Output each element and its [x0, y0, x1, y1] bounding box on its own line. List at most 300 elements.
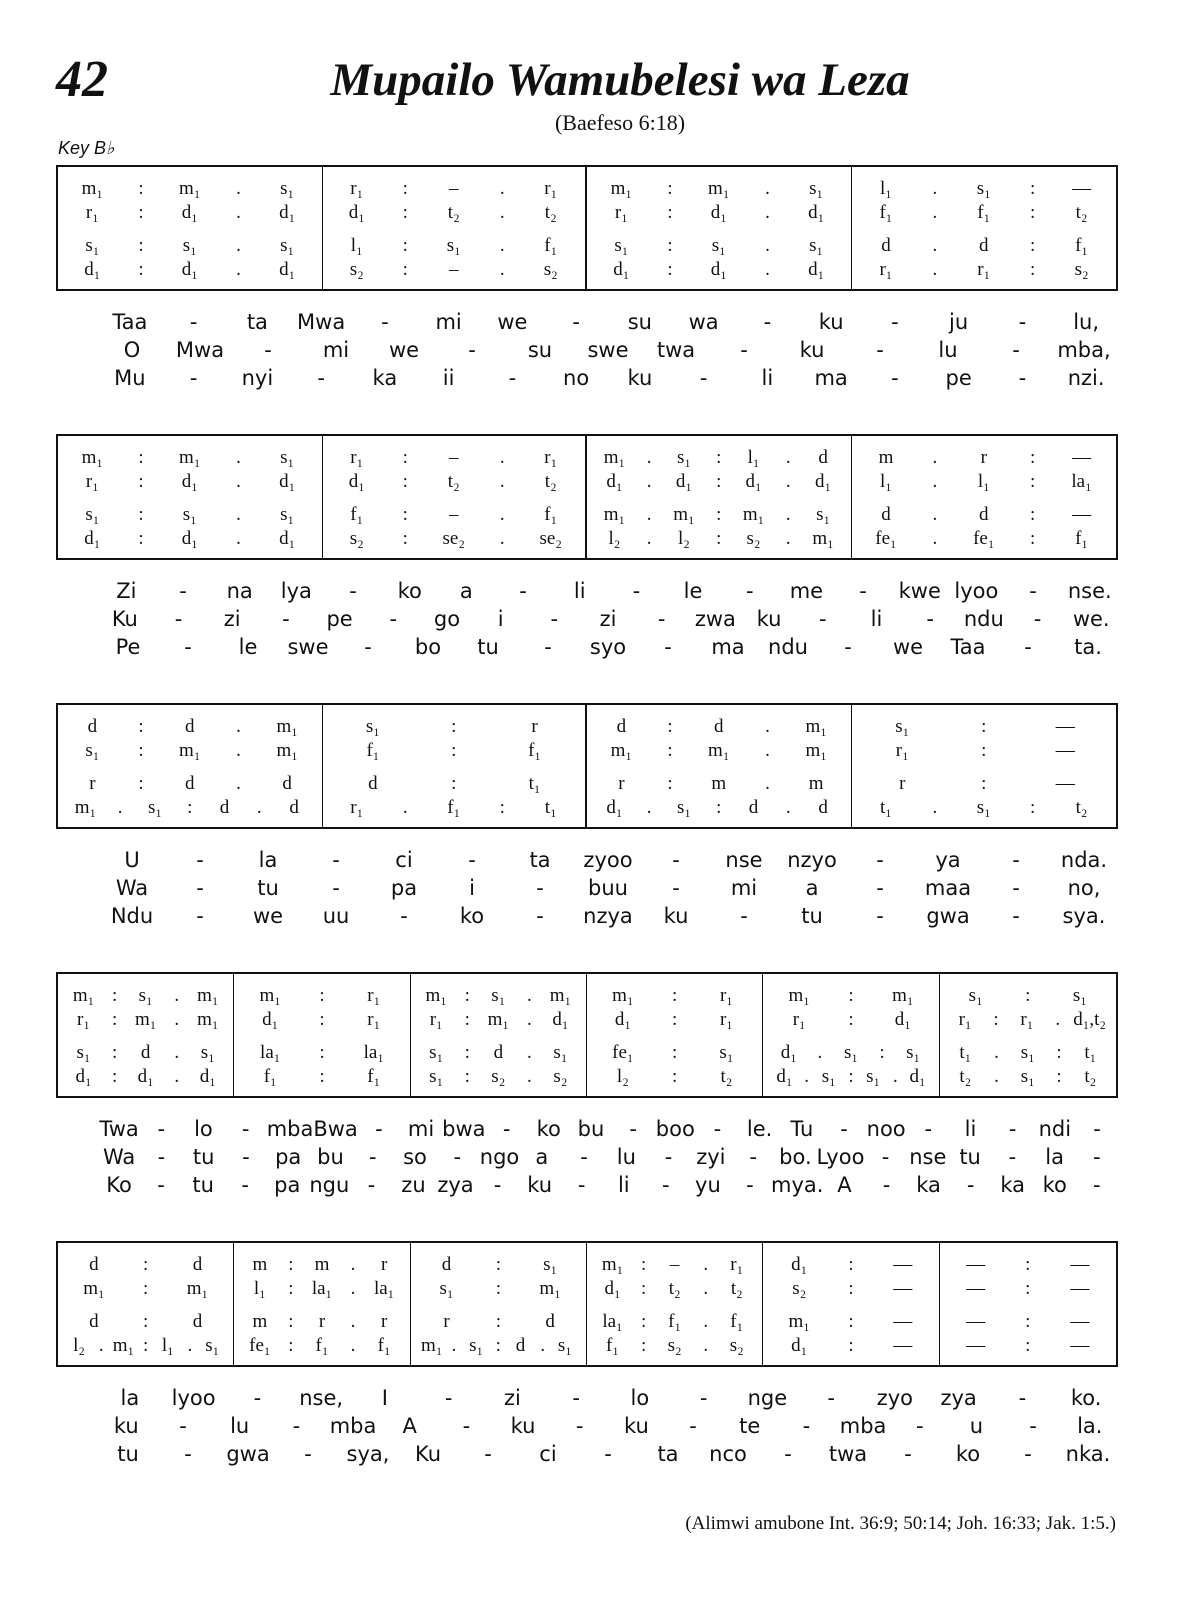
notation-row: [587, 715, 851, 739]
note-token: r: [380, 1254, 388, 1275]
lyric-syllable: -: [1093, 1117, 1101, 1141]
staff-system: [56, 165, 1118, 291]
note-token: s₁: [719, 1042, 734, 1063]
note-token: .: [785, 528, 791, 549]
measure: [852, 705, 1117, 827]
lyric-syllable: lo: [194, 1117, 213, 1141]
note-token: d₁: [894, 1009, 911, 1030]
lyric-syllable: ko: [536, 1117, 561, 1141]
lyric-syllable: -: [157, 1117, 166, 1141]
notation-row: [587, 177, 851, 201]
note-token: m₁: [603, 447, 626, 468]
note-token: :: [288, 1254, 294, 1275]
note-token: r: [618, 773, 625, 794]
notation-row: [323, 177, 586, 201]
lyric-syllable: nse: [909, 1145, 947, 1169]
note-token: d₁: [279, 471, 296, 492]
note-token: .: [932, 259, 938, 280]
note-token: .: [499, 528, 505, 549]
lyric-syllable: -: [196, 876, 204, 900]
lyric-syllable: buu: [588, 876, 628, 900]
note-token: r₁: [730, 1254, 744, 1275]
lyric-syllable: ndu: [963, 607, 1004, 631]
note-token: m₁: [708, 178, 730, 199]
lyric-syllable: me: [789, 579, 824, 603]
note-token: t₁: [959, 1042, 972, 1063]
lyric-syllable: -: [1029, 579, 1037, 603]
note-token: d: [282, 773, 292, 794]
note-token: :: [499, 797, 505, 818]
lyric-syllable: -: [536, 904, 544, 928]
note-token: f₁: [544, 235, 558, 256]
note-token: t₁: [1084, 1042, 1097, 1063]
note-token: .: [785, 471, 791, 492]
lyric-syllable: lyoo: [171, 1386, 216, 1410]
note-token: l₁: [747, 447, 760, 468]
note-token: d₁: [606, 797, 623, 818]
note-token: m₁: [72, 985, 95, 1006]
note-token: s₁: [365, 716, 380, 737]
note-token: d: [545, 1311, 555, 1332]
note-token: —: [893, 1254, 913, 1275]
note-token: s₁: [1020, 1042, 1035, 1063]
notation-row: [58, 984, 233, 1008]
lyric-syllable: -: [632, 579, 641, 603]
note-token: :: [667, 773, 673, 794]
note-token: m₁: [74, 797, 97, 818]
lyric-syllable: ndu: [768, 635, 808, 659]
note-token: d: [140, 1042, 151, 1063]
note-token: :: [848, 1009, 854, 1030]
note-token: t₂: [544, 202, 557, 223]
note-token: m₁: [708, 740, 730, 761]
note-token: .: [765, 773, 770, 794]
lyric-syllable: wa: [688, 310, 719, 334]
lyric-syllable: Mwa: [175, 338, 225, 362]
lyric-syllable: bu: [317, 1145, 344, 1169]
note-token: r₁: [792, 1009, 806, 1030]
note-token: d: [89, 1311, 99, 1332]
lyric-syllable: -: [876, 876, 884, 900]
note-token: m: [711, 773, 727, 794]
note-token: s₁: [976, 178, 991, 199]
note-token: .: [236, 528, 241, 549]
note-token: m₁: [276, 716, 298, 737]
lyric-syllable: nzya: [583, 904, 633, 928]
note-token: .: [785, 447, 791, 468]
lyric-syllable: -: [444, 1386, 453, 1410]
lyric-syllable: tu: [192, 1145, 215, 1169]
lyric-syllable: tu: [477, 635, 499, 659]
note-token: m₁: [186, 1278, 209, 1299]
lyric-syllable: -: [536, 876, 544, 900]
note-token: :: [640, 1278, 647, 1299]
lyric-syllable: Taa: [112, 310, 148, 334]
note-token: d: [881, 235, 891, 256]
note-token: .: [765, 235, 770, 256]
note-token: t₂: [447, 471, 460, 492]
note-token: m₁: [197, 985, 219, 1006]
lyric-syllable: gwa: [926, 904, 970, 928]
note-token: .: [236, 773, 241, 794]
notation-row: [234, 1334, 409, 1358]
notation-row: [58, 201, 322, 225]
note-token: s₁: [200, 1042, 215, 1063]
notation-row: [763, 1334, 938, 1358]
lyric-syllable: mi: [407, 1117, 435, 1141]
note-token: :: [464, 985, 470, 1006]
note-token: s₂: [491, 1066, 506, 1087]
notation-row: [587, 1277, 762, 1301]
notation-row: [852, 177, 1117, 201]
lyric-syllable: we: [252, 904, 284, 928]
measure: [58, 1243, 234, 1365]
note-token: s₁: [816, 504, 831, 525]
staff-system: [56, 703, 1118, 829]
lyrics-block: [56, 1115, 1118, 1199]
note-token: m₁: [179, 740, 201, 761]
lyric-syllable: -: [502, 1117, 511, 1141]
note-token: se₂: [442, 528, 465, 549]
note-token: d₁: [808, 202, 825, 223]
note-token: l₂: [616, 1066, 629, 1087]
note-token: d₁: [710, 259, 727, 280]
lyric-line: [56, 1171, 1118, 1199]
note-token: d: [515, 1335, 526, 1356]
lyric-syllable: -: [253, 1386, 262, 1410]
lyric-syllable: -: [375, 1117, 383, 1141]
note-token: :: [402, 235, 408, 256]
note-token: .: [703, 1278, 709, 1299]
lyric-syllable: -: [876, 848, 884, 872]
note-token: m₁: [805, 740, 827, 761]
note-token: d₁: [181, 259, 198, 280]
notation-row: [587, 1334, 762, 1358]
note-token: :: [667, 235, 673, 256]
note-token: m₁: [276, 740, 298, 761]
note-token: .: [785, 797, 791, 818]
lyric-syllable: -: [904, 1442, 912, 1466]
notation-row: [852, 527, 1117, 551]
note-token: :: [138, 716, 144, 737]
note-token: :: [993, 1009, 999, 1030]
note-token: d: [748, 797, 759, 818]
note-token: .: [98, 1335, 104, 1356]
note-token: d: [493, 1042, 504, 1063]
lyric-syllable: -: [662, 1173, 670, 1197]
notation-row: [323, 470, 586, 494]
lyric-syllable: nco: [709, 1442, 747, 1466]
note-token: s₂: [553, 1066, 568, 1087]
lyric-syllable: sya.: [1062, 904, 1106, 928]
notation-row: [587, 1065, 762, 1089]
note-token: s₁: [429, 1042, 444, 1063]
note-token: m: [314, 1254, 330, 1275]
note-token: m₁: [549, 985, 572, 1006]
notation-row: [323, 527, 586, 551]
lyric-syllable: -: [840, 1117, 848, 1141]
lyric-syllable: mba: [329, 1414, 377, 1438]
notation-row: [587, 446, 851, 470]
note-token: :: [667, 716, 673, 737]
lyric-syllable: -: [1093, 1173, 1101, 1197]
note-token: .: [499, 202, 505, 223]
lyric-syllable: -: [749, 1145, 757, 1169]
note-token: f₁: [730, 1311, 744, 1332]
note-token: d₁: [613, 259, 630, 280]
lyric-syllable: -: [462, 1414, 471, 1438]
note-token: .: [236, 235, 241, 256]
note-token: :: [1025, 1278, 1031, 1299]
notation-row: [852, 258, 1117, 282]
note-token: s₂: [729, 1335, 744, 1356]
note-token: d: [87, 716, 98, 737]
lyric-syllable: gwa: [226, 1442, 270, 1466]
lyric-syllable: ka: [1000, 1173, 1026, 1197]
note-token: —: [1070, 1278, 1090, 1299]
lyric-syllable: a: [805, 876, 819, 900]
note-token: .: [236, 716, 241, 737]
notation-row: [763, 984, 938, 1008]
note-token: f₁: [377, 1335, 391, 1356]
note-token: d₁: [745, 471, 762, 492]
lyric-syllable: twa: [656, 338, 696, 362]
notation-row: [58, 503, 322, 527]
lyric-syllable: -: [544, 635, 552, 659]
notation-row: [587, 1041, 762, 1065]
note-token: s₁: [439, 1278, 454, 1299]
note-token: t₂: [544, 471, 557, 492]
measure: [852, 167, 1117, 289]
note-token: —: [1055, 773, 1075, 794]
staff-system: [56, 1241, 1118, 1367]
lyric-syllable: ya: [935, 848, 961, 872]
note-token: m₁: [487, 1009, 510, 1030]
note-token: :: [672, 1066, 678, 1087]
lyric-syllable: ci: [395, 848, 413, 872]
lyric-syllable: zwa: [694, 607, 736, 631]
note-token: :: [716, 528, 722, 549]
note-token: r₁: [429, 1009, 443, 1030]
note-token: l₂: [608, 528, 621, 549]
lyric-syllable: la.: [1077, 1414, 1103, 1438]
lyric-syllable: O: [123, 338, 141, 362]
lyrics-block: [56, 846, 1118, 930]
note-token: :: [464, 1009, 470, 1030]
song-title: Mupailo Wamubelesi wa Leza: [330, 54, 910, 106]
lyric-syllable: -: [364, 635, 372, 659]
note-token: :: [640, 1254, 647, 1275]
measure: [58, 436, 323, 558]
lyric-syllable: -: [389, 607, 398, 631]
notation-row: [323, 739, 586, 763]
lyric-syllable: mi: [322, 338, 350, 362]
lyric-syllable: nse.: [1067, 579, 1112, 603]
note-token: .: [350, 1335, 356, 1356]
lyric-syllable: zi: [599, 607, 617, 631]
note-token: s₂: [349, 259, 364, 280]
lyrics-block: [56, 308, 1118, 392]
lyric-line: [56, 874, 1118, 902]
lyric-line: [56, 605, 1118, 633]
notation-row: [763, 1277, 938, 1301]
note-token: m₁: [601, 1254, 624, 1275]
lyric-syllable: -: [672, 876, 680, 900]
lyric-syllable: pa: [390, 876, 418, 900]
note-token: :: [402, 504, 408, 525]
note-token: m₁: [610, 178, 633, 199]
note-token: —: [966, 1311, 986, 1332]
lyric-syllable: Pe: [115, 635, 141, 659]
note-token: r₁: [85, 202, 99, 223]
note-token: m: [808, 773, 824, 794]
note-token: s₁: [557, 1335, 572, 1356]
lyric-syllable: Tu: [790, 1117, 814, 1141]
note-token: –: [449, 504, 459, 525]
notation-row: [587, 503, 851, 527]
lyric-syllable: li: [761, 366, 774, 390]
lyric-syllable: ju: [949, 310, 969, 334]
lyric-syllable: -: [672, 848, 680, 872]
notation-row: [587, 527, 851, 551]
lyric-syllable: ku: [527, 1173, 553, 1197]
lyric-syllable: ko: [397, 579, 422, 603]
note-token: d₁: [552, 1009, 569, 1030]
note-token: :: [1030, 528, 1036, 549]
notation-row: [58, 470, 322, 494]
note-token: s₂: [349, 528, 364, 549]
notation-row: [852, 739, 1117, 763]
notation-row: [587, 772, 851, 796]
lyric-syllable: ku: [663, 904, 689, 928]
note-token: t₁: [880, 797, 892, 818]
lyric-syllable: -: [740, 904, 748, 928]
note-token: f₁: [350, 504, 364, 525]
measure: [323, 167, 588, 289]
note-token: d₁: [710, 202, 727, 223]
note-token: —: [966, 1278, 986, 1299]
lyric-syllable: Bwa: [313, 1117, 358, 1141]
note-token: —: [1070, 1335, 1090, 1356]
lyric-syllable: -: [1024, 1442, 1032, 1466]
note-token: —: [1072, 504, 1092, 525]
notation-row: [323, 772, 586, 796]
note-token: f₁: [1075, 528, 1089, 549]
note-token: :: [138, 504, 144, 525]
note-token: .: [527, 1066, 532, 1087]
lyric-syllable: nka.: [1065, 1442, 1111, 1466]
lyric-syllable: nda.: [1060, 848, 1108, 872]
note-token: m₁: [259, 985, 281, 1006]
lyric-syllable: zyoo: [583, 848, 633, 872]
note-token: .: [402, 797, 408, 818]
notation-row: [58, 796, 322, 820]
lyric-syllable: pa: [275, 1145, 302, 1169]
lyric-syllable: -: [317, 366, 325, 390]
note-token: .: [499, 471, 505, 492]
lyric-syllable: lya: [280, 579, 312, 603]
lyric-line: [56, 1115, 1118, 1143]
note-token: f₁: [977, 202, 991, 223]
note-token: .: [765, 716, 770, 737]
note-token: d₁: [348, 471, 365, 492]
measure: [58, 974, 234, 1096]
note-token: .: [932, 528, 938, 549]
lyric-syllable: no,: [1067, 876, 1101, 900]
note-token: s₁: [711, 235, 726, 256]
notation-row: [411, 984, 586, 1008]
note-token: m₁: [612, 985, 634, 1006]
lyric-syllable: -: [196, 848, 204, 872]
note-token: d: [818, 797, 828, 818]
note-token: s₁: [976, 797, 991, 818]
note-token: f₁: [606, 1335, 619, 1356]
lyric-line: [56, 364, 1118, 392]
note-token: :: [143, 1335, 149, 1356]
note-token: .: [646, 528, 652, 549]
notation-row: [234, 1065, 409, 1089]
lyric-syllable: -: [784, 1442, 792, 1466]
measure: [58, 705, 323, 827]
lyric-syllable: kwe: [898, 579, 941, 603]
note-token: s₁: [280, 504, 295, 525]
note-token: :: [495, 1278, 501, 1299]
lyric-syllable: -: [368, 1145, 377, 1169]
lyrics-block: [56, 1384, 1118, 1468]
note-token: s₁: [866, 1066, 881, 1087]
note-token: :: [667, 740, 673, 761]
note-token: m₁: [892, 985, 914, 1006]
lyric-syllable: ku: [799, 338, 825, 362]
note-token: :: [848, 1254, 854, 1275]
notation-row: [58, 1253, 233, 1277]
lyric-syllable: -: [179, 579, 187, 603]
note-token: s₁: [85, 504, 100, 525]
lyric-syllable: -: [572, 310, 580, 334]
lyric-syllable: zya: [940, 1386, 977, 1410]
notation-row: [58, 234, 322, 258]
lyric-syllable: mba,: [1057, 338, 1111, 362]
notation-row: [234, 1253, 409, 1277]
note-token: fe₁: [612, 1042, 634, 1063]
note-token: :: [981, 716, 987, 737]
lyric-syllable: -: [196, 904, 204, 928]
lyric-syllable: ko.: [1070, 1386, 1102, 1410]
note-token: :: [143, 1278, 149, 1299]
note-token: d₁: [75, 1066, 92, 1087]
note-token: m₁: [788, 1311, 810, 1332]
lyric-syllable: -: [915, 1414, 924, 1438]
note-token: :: [319, 1009, 325, 1030]
lyric-syllable: ii: [442, 366, 455, 390]
measure: [940, 1243, 1116, 1365]
lyric-syllable: Mu: [114, 366, 146, 390]
note-token: d₁: [348, 202, 365, 223]
note-token: r₁: [350, 447, 364, 468]
lyric-syllable: -: [802, 1414, 811, 1438]
note-token: d₁: [780, 1042, 797, 1063]
notation-row: [411, 1277, 586, 1301]
note-token: .: [236, 259, 241, 280]
lyric-syllable: zi: [223, 607, 241, 631]
note-token: s₁: [809, 178, 824, 199]
note-token: :: [138, 447, 144, 468]
notation-row: [234, 1310, 409, 1334]
lyric-syllable: ku: [113, 1414, 139, 1438]
note-token: m₁: [81, 178, 104, 199]
note-token: s₁: [676, 797, 691, 818]
lyric-syllable: -: [891, 310, 899, 334]
